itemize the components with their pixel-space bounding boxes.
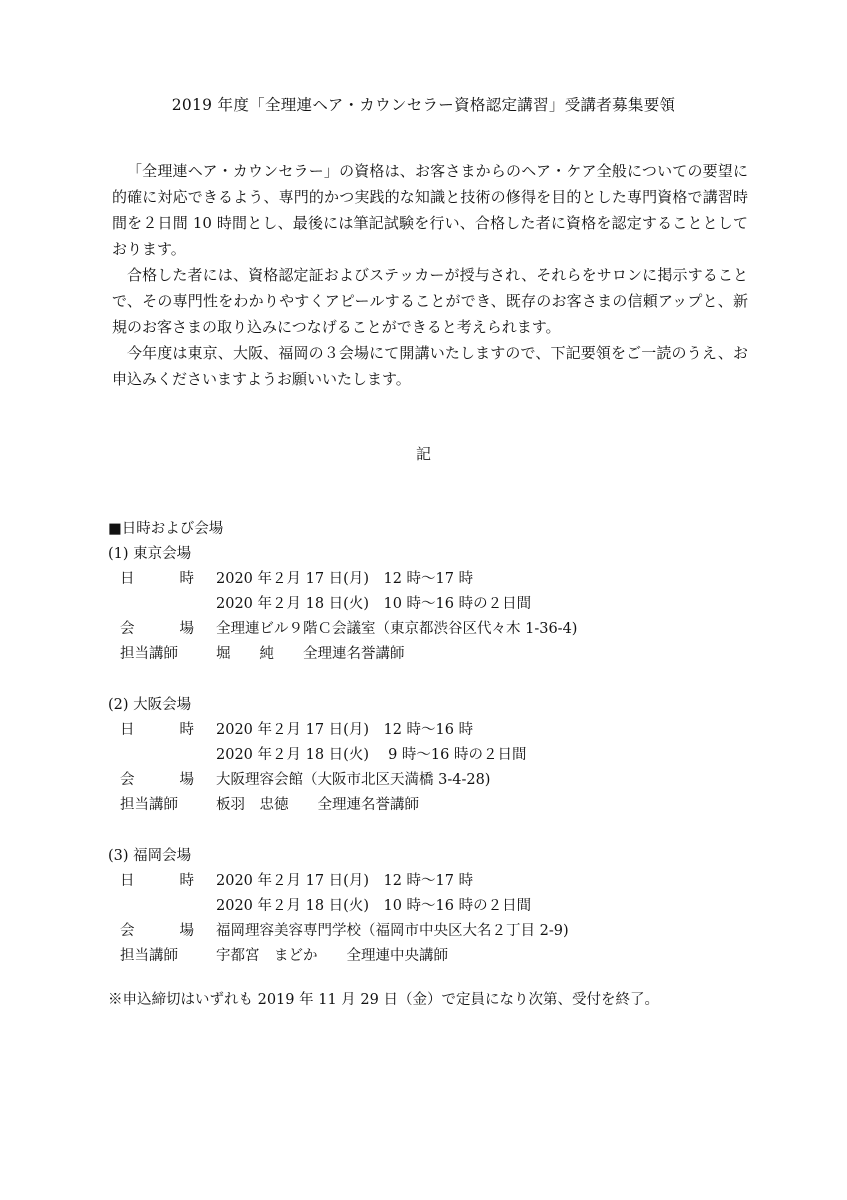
date-value-2: 2020 年２月 18 日(火) 9 時～16 時の２日間 <box>216 747 527 763</box>
document-title: 2019 年度「全理連ヘア・カウンセラー資格認定講習」受講者募集要領 <box>171 96 676 114</box>
venue-heading: (2) 大阪会場 <box>108 697 192 713</box>
place-label: 会 場 <box>120 621 194 637</box>
date-label: 日 時 <box>120 571 194 587</box>
intro-paragraph-2: 合格した者には、資格認定証およびステッカーが授与され、それらをサロンに掲示することで、その専門性をわかりやすくアピールすることができ、既存のお客さまの信頼アップと、新規のお客さまの取り込みにつなげることができると考えられます。 <box>112 266 748 336</box>
teacher-label: 担当講師 <box>120 948 178 964</box>
venue-tokyo <box>108 542 768 667</box>
intro-paragraph-1: 「全理連ヘア・カウンセラー」の資格は、お客さまからのヘア・ケア全般についての要望に的確に対応できるよう、専門的かつ実践的な知識と技術の修得を目的とした専門資格で講習時間を２日間 10 時間とし、最後には筆記試験を行い、合格した者に資格を認定することとしております。 <box>112 162 748 258</box>
date-value-1: 2020 年２月 17 日(月) 12 時～17 時 <box>216 873 474 889</box>
teacher-row <box>108 642 768 667</box>
venue-fukuoka <box>108 844 768 969</box>
date-row <box>108 567 768 592</box>
place-value: 福岡理容美容専門学校（福岡市中央区大名２丁目 2-9) <box>216 923 569 939</box>
teacher-row <box>108 944 768 969</box>
intro-text <box>112 158 748 392</box>
section-heading: ■日時および会場 <box>108 521 224 537</box>
deadline-note: ※申込締切はいずれも 2019 年 11 月 29 日（金）で定員になり次第、受付を終了。 <box>108 992 659 1008</box>
schedule-section <box>108 517 768 995</box>
date-row-2 <box>108 894 768 919</box>
date-label: 日 時 <box>120 873 194 889</box>
date-row <box>108 869 768 894</box>
date-value-1: 2020 年２月 17 日(月) 12 時～17 時 <box>216 571 474 587</box>
teacher-value: 板羽 忠徳 全理連名誉講師 <box>216 797 419 813</box>
place-row <box>108 919 768 944</box>
place-row <box>108 617 768 642</box>
place-value: 大阪理容会館（大阪市北区天満橋 3-4-28) <box>216 772 491 788</box>
teacher-value: 宇都宮 まどか 全理連中央講師 <box>216 948 448 964</box>
place-label: 会 場 <box>120 923 194 939</box>
teacher-value: 堀 純 全理連名誉講師 <box>216 646 405 662</box>
venue-heading: (1) 東京会場 <box>108 546 192 562</box>
place-label: 会 場 <box>120 772 194 788</box>
date-value-2: 2020 年２月 18 日(火) 10 時～16 時の２日間 <box>216 596 532 612</box>
place-value: 全理連ビル９階Ｃ会議室（東京都渋谷区代々木 1-36-4) <box>216 621 578 637</box>
date-row <box>108 718 768 743</box>
ki-marker: 記 <box>415 445 431 463</box>
date-row-2 <box>108 592 768 617</box>
date-row-2 <box>108 743 768 768</box>
intro-paragraph-3: 今年度は東京、大阪、福岡の３会場にて開講いたしますので、下記要領をご一読のうえ、お申込みくださいますようお願いいたします。 <box>112 344 748 388</box>
teacher-label: 担当講師 <box>120 797 178 813</box>
venue-osaka <box>108 693 768 818</box>
place-row <box>108 768 768 793</box>
venue-heading: (3) 福岡会場 <box>108 848 192 864</box>
teacher-row <box>108 793 768 818</box>
date-value-2: 2020 年２月 18 日(火) 10 時～16 時の２日間 <box>216 898 532 914</box>
date-label: 日 時 <box>120 722 194 738</box>
teacher-label: 担当講師 <box>120 646 178 662</box>
date-value-1: 2020 年２月 17 日(月) 12 時～16 時 <box>216 722 474 738</box>
